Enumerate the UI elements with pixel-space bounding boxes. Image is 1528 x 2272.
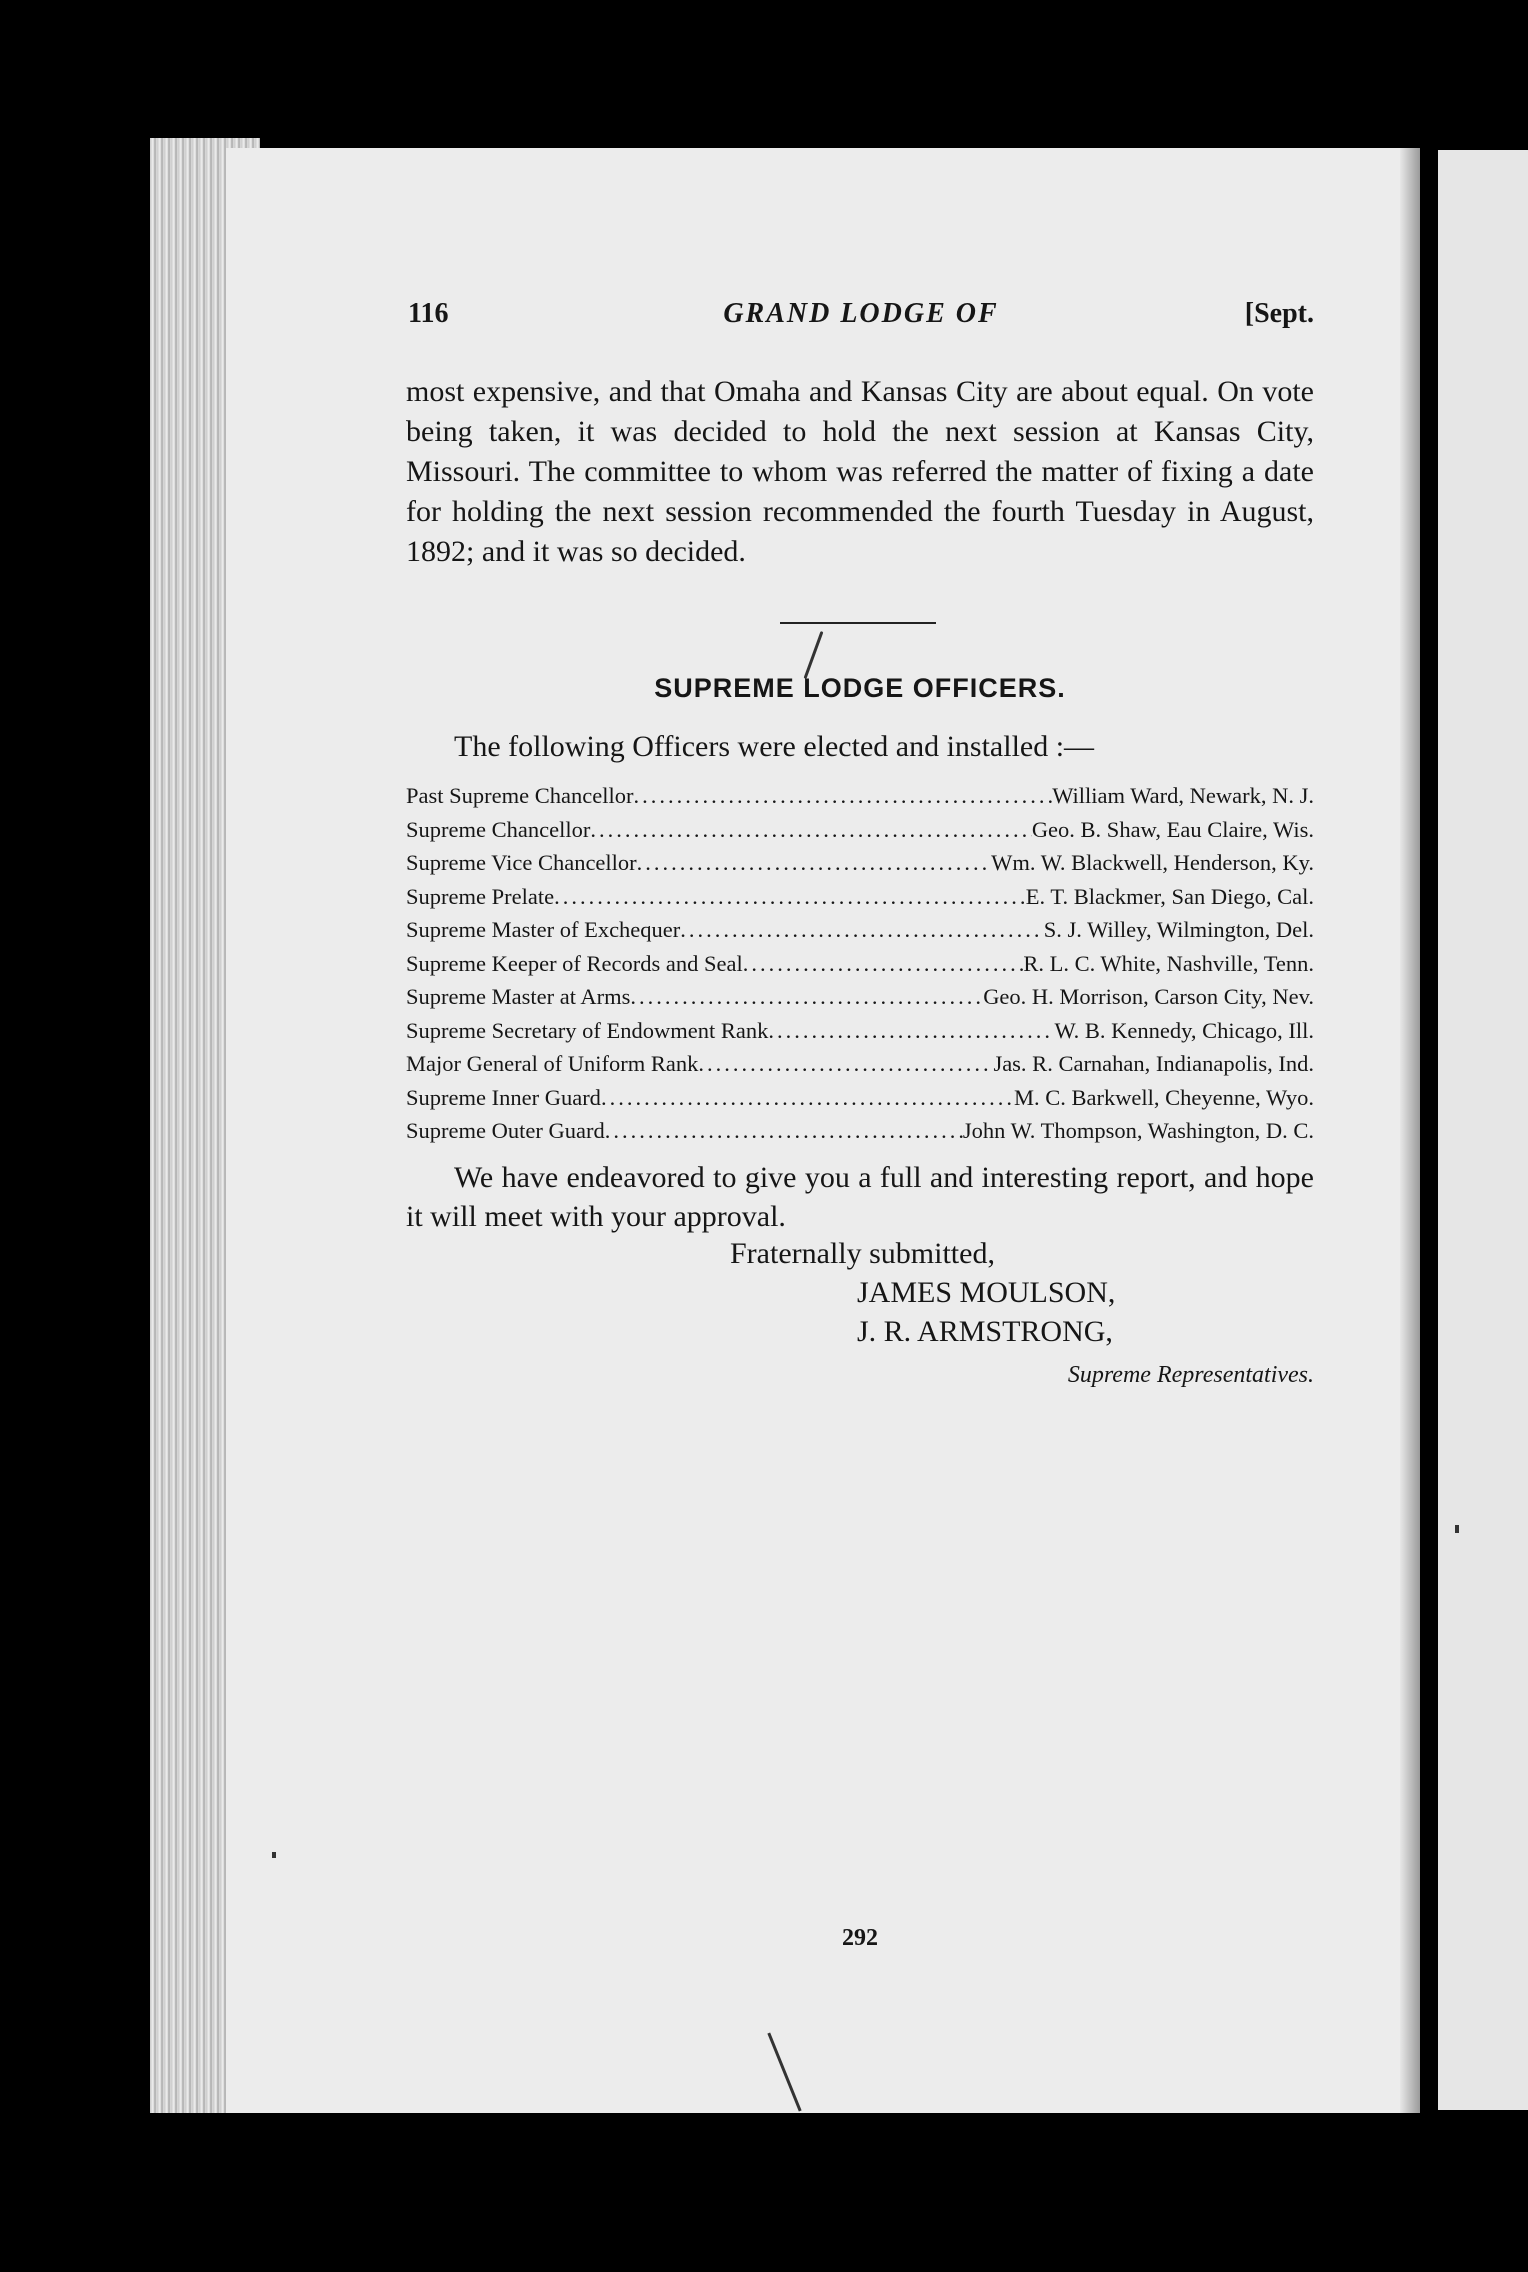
officer-name: John W. Thompson, Washington, D. C. <box>962 1118 1314 1143</box>
leader-dots <box>605 1118 963 1144</box>
page-number: 116 <box>408 298 449 329</box>
officer-office: Supreme Secretary of Endowment Rank <box>406 1017 769 1043</box>
officers-list <box>406 783 1314 1152</box>
leader-dots <box>633 783 1052 809</box>
leader-dots <box>601 1085 1014 1111</box>
officer-name: R. L. C. White, Nashville, Tenn. <box>1023 950 1314 976</box>
officer-office: Major General of Uniform Rank <box>406 1051 699 1076</box>
officer-name: S. J. Willey, Wilmington, Del. <box>1043 917 1314 942</box>
scan-mark <box>272 1852 276 1858</box>
leader-dots <box>554 884 1026 910</box>
running-header <box>408 298 1314 338</box>
officer-row <box>406 1085 1314 1119</box>
officer-row <box>406 951 1314 985</box>
officer-row <box>406 817 1314 851</box>
section-divider <box>780 622 936 624</box>
officer-row <box>406 850 1314 884</box>
adjacent-page <box>1438 150 1528 2110</box>
salutation: Fraternally submitted, <box>730 1237 995 1270</box>
officer-office: Supreme Inner Guard <box>406 1084 601 1110</box>
leader-dots <box>637 850 991 876</box>
signatory-name: J. R. ARMSTRONG, <box>857 1315 1113 1348</box>
officer-office: Past Supreme Chancellor <box>406 783 634 808</box>
running-month: [Sept. <box>1244 298 1314 329</box>
officer-name: Wm. W. Blackwell, Henderson, Ky. <box>991 850 1314 875</box>
leader-dots <box>768 1018 1054 1044</box>
leader-dots <box>630 984 983 1010</box>
officer-office: Supreme Master at Arms <box>406 984 631 1009</box>
officer-row <box>406 917 1314 951</box>
officer-name: William Ward, Newark, N. J. <box>1052 783 1314 808</box>
opening-paragraph <box>406 372 1314 572</box>
officer-row <box>406 984 1314 1018</box>
officer-office: Supreme Keeper of Records and Seal <box>406 950 743 976</box>
officer-office: Supreme Vice Chancellor <box>406 850 637 875</box>
officer-office: Supreme Chancellor <box>406 816 591 842</box>
signatory-title: Supreme Representatives. <box>1067 1362 1314 1388</box>
officer-name: W. B. Kennedy, Chicago, Ill. <box>1054 1017 1314 1043</box>
running-title: GRAND LODGE OF <box>723 298 999 329</box>
leader-dots <box>680 917 1043 943</box>
officer-name: M. C. Barkwell, Cheyenne, Wyo. <box>1013 1084 1314 1110</box>
signatory-name: JAMES MOULSON, <box>857 1276 1116 1309</box>
page-shadow <box>1400 148 1420 2113</box>
officer-row <box>406 884 1314 918</box>
officer-row <box>406 783 1314 817</box>
officer-office: Supreme Outer Guard <box>406 1118 605 1143</box>
officer-name: Geo. H. Morrison, Carson City, Nev. <box>983 984 1314 1009</box>
officer-office: Supreme Prelate <box>406 883 555 909</box>
paragraph: most expensive, and that Omaha and Kansas City are about equal. On vote being taken, it was decided to hold the next session at Kansas City, Missouri. The committee to whom was referred the matter of fixing a date for holding the next session recommended the fourth Tuesday in August, 1892; and it was so decided. <box>406 375 1314 568</box>
section-title: SUPREME LODGE OFFICERS. <box>654 673 1066 703</box>
officer-name: Geo. B. Shaw, Eau Claire, Wis. <box>1031 816 1314 842</box>
closing-paragraph: We have endeavored to give you a full and interesting report, and hope it will meet with your approval. <box>406 1161 1314 1233</box>
officer-name: E. T. Blackmer, San Diego, Cal. <box>1025 883 1314 909</box>
leader-dots <box>698 1051 993 1077</box>
officer-office: Supreme Master of Exchequer <box>406 917 681 942</box>
intro-line: The following Officers were elected and installed :— <box>454 730 1095 763</box>
officer-name: Jas. R. Carnahan, Indianapolis, Ind. <box>993 1051 1314 1076</box>
leader-dots <box>590 817 1031 843</box>
officer-row <box>406 1118 1314 1152</box>
footer-number: 292 <box>842 1925 878 1951</box>
officer-row <box>406 1018 1314 1052</box>
officer-row <box>406 1051 1314 1085</box>
leader-dots <box>743 951 1024 977</box>
scan-mark <box>1455 1525 1459 1533</box>
